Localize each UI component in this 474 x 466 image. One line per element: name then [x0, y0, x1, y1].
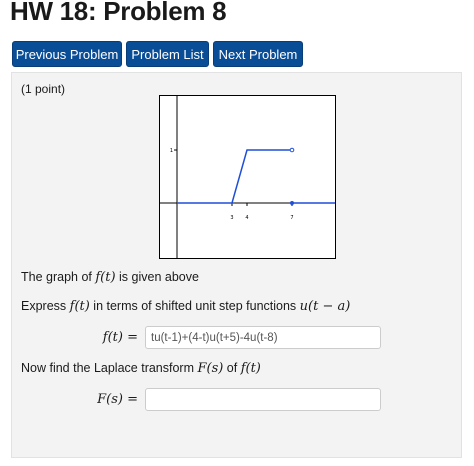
express-instruction: Express f(t) in terms of shifted unit step functions u(t − a)	[21, 299, 351, 314]
open-endpoint	[290, 148, 294, 152]
f-of-s-label: F(s) =	[97, 392, 138, 407]
f-of-t-answer-input[interactable]	[145, 326, 381, 349]
f-of-s-answer-input[interactable]	[145, 388, 381, 411]
previous-problem-button[interactable]: Previous Problem	[12, 41, 122, 67]
graph-statement: The graph of f(t) is given above	[21, 270, 199, 285]
f-of-t-label: f(t) =	[102, 330, 138, 345]
closed-endpoint	[290, 201, 294, 205]
x-tick-label-4: 4	[245, 215, 249, 221]
problem-panel	[11, 72, 462, 458]
graph-frame	[160, 96, 336, 259]
laplace-instruction: Now find the Laplace transform F(s) of f(t)	[21, 361, 261, 376]
problem-navigation	[12, 41, 303, 67]
function-graph	[159, 95, 336, 259]
page-title: HW 18: Problem 8	[10, 0, 227, 26]
next-problem-button[interactable]: Next Problem	[213, 41, 303, 67]
point-value: (1 point)	[21, 82, 66, 96]
y-tick-label-1: 1	[169, 148, 173, 154]
x-tick-label-7: 7	[290, 215, 294, 221]
problem-list-button[interactable]: Problem List	[126, 41, 209, 67]
x-tick-label-3: 3	[230, 215, 234, 221]
